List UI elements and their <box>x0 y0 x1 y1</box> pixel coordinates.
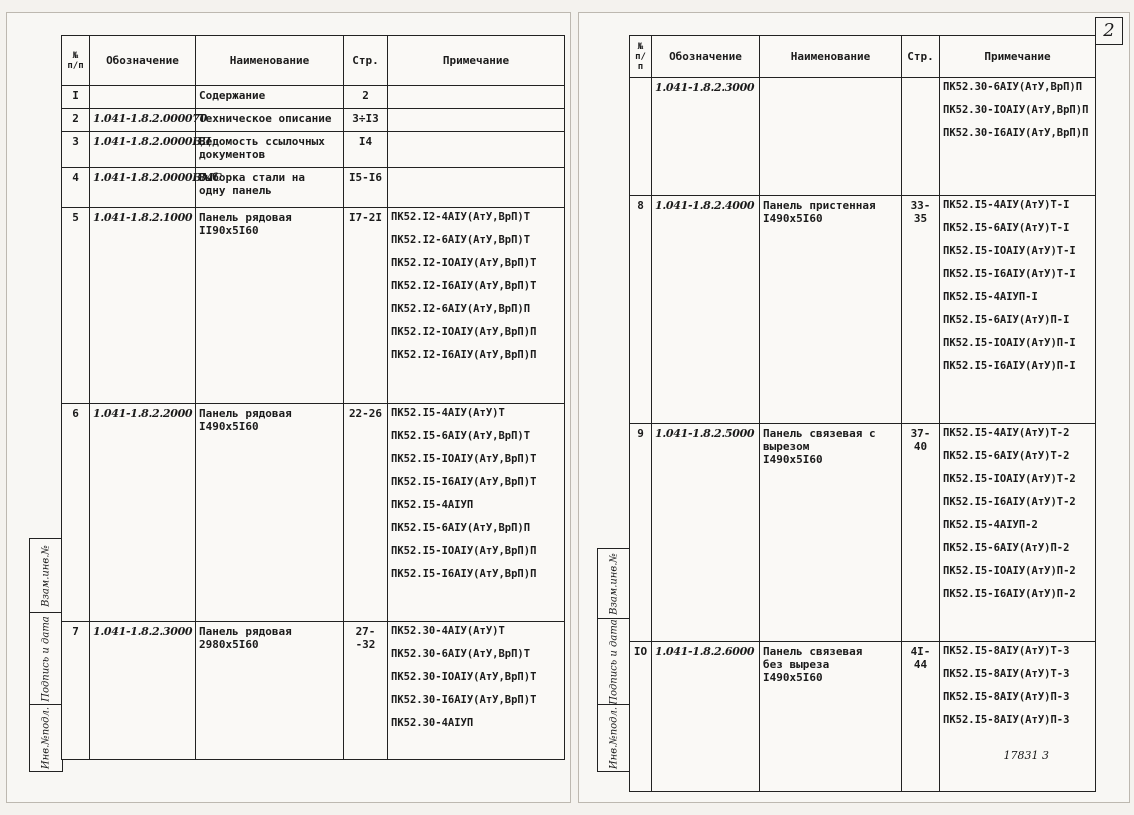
row-pages: 33-35 <box>902 196 940 424</box>
row-notes <box>388 109 565 132</box>
col-pages-header: Стр. <box>902 36 940 78</box>
note-item: ПК52.I5-4АIУП-2 <box>943 519 1038 531</box>
right-sheet <box>578 12 1130 803</box>
note-item: ПК52.I5-4АIУ(АтУ)Т-I <box>943 199 1070 211</box>
left-side-stamp <box>29 538 63 772</box>
row-notes <box>940 78 1096 196</box>
note-item: ПК52.I5-IОАIУ(АтУ)Т-I <box>943 245 1076 257</box>
row-designation: 1.041-1.8.2.3000 <box>90 622 196 760</box>
row-name: Ведомость ссылочных документов <box>196 132 344 168</box>
row-number: 3 <box>62 132 90 168</box>
row-notes <box>388 208 565 404</box>
row-pages: I4 <box>344 132 388 168</box>
row-designation: 1.041-1.8.2.000070 <box>90 109 196 132</box>
stamp-cell-replace-inv <box>598 549 630 619</box>
row-number: 5 <box>62 208 90 404</box>
note-item: ПК52.I2-I6АIУ(АтУ,ВрП)П <box>391 349 537 361</box>
col-note-header: Примечание <box>388 36 565 86</box>
stamp-label: Взам.инв.№ <box>40 544 52 607</box>
note-item: ПК52.I5-I6АIУ(АтУ)П-2 <box>943 588 1076 600</box>
stamp-cell-signature <box>598 619 630 705</box>
row-designation: 1.041-1.8.2.0000ВМС <box>90 168 196 208</box>
note-item: ПК52.30-4АIУП <box>391 717 474 729</box>
note-item: ПК52.I5-8АIУ(АтУ)Т-3 <box>943 668 1070 680</box>
note-item: ПК52.I5-4АIУП-I <box>943 291 1038 303</box>
note-item: ПК52.I5-IОАIУ(АтУ)Т-2 <box>943 473 1076 485</box>
col-pages-header: Стр. <box>344 36 388 86</box>
row-number: I <box>62 86 90 109</box>
col-num-header: № п/п <box>630 36 652 78</box>
col-designation-header: Обозначение <box>652 36 760 78</box>
note-item: ПК52.I5-I6АIУ(АтУ)Т-I <box>943 268 1076 280</box>
stamp-cell-signature <box>30 613 62 705</box>
right-side-stamp <box>597 548 631 772</box>
row-name: Панель связевая с вырезом I490x5I60 <box>760 424 902 642</box>
note-item: ПК52.I5-6АIУ(АтУ)Т-2 <box>943 450 1070 462</box>
table-row <box>630 642 1096 792</box>
table-row <box>630 78 1096 196</box>
note-item: ПК52.I5-6АIУ(АтУ)Т-I <box>943 222 1070 234</box>
contents-table-left <box>61 35 565 760</box>
table-row <box>62 109 565 132</box>
left-sheet <box>6 12 571 803</box>
row-designation: 1.041-1.8.2.3000 <box>652 78 760 196</box>
row-pages: 4I-44 <box>902 642 940 792</box>
row-number: 6 <box>62 404 90 622</box>
table-row <box>62 208 565 404</box>
contents-table-right <box>629 35 1096 792</box>
row-designation <box>90 86 196 109</box>
note-item: ПК52.30-I6АIУ(АтУ,ВрП)П <box>943 127 1089 139</box>
row-notes <box>388 168 565 208</box>
row-number: 8 <box>630 196 652 424</box>
note-item: ПК52.I5-I6АIУ(АтУ)Т-2 <box>943 496 1076 508</box>
note-item: ПК52.I5-IОАIУ(АтУ)П-I <box>943 337 1076 349</box>
header-row <box>630 36 1096 78</box>
row-name: Выборка стали на одну панель <box>196 168 344 208</box>
row-name: Панель рядовая 2980x5I60 <box>196 622 344 760</box>
note-item: ПК52.I2-IОАIУ(АтУ,ВрП)П <box>391 326 537 338</box>
note-item: ПК52.I5-4АIУ(АтУ)Т-2 <box>943 427 1070 439</box>
row-number: 2 <box>62 109 90 132</box>
row-name: Панель рядовая II90x5I60 <box>196 208 344 404</box>
row-notes <box>940 642 1096 792</box>
row-pages: 3÷I3 <box>344 109 388 132</box>
row-name <box>760 78 902 196</box>
row-designation: 1.041-1.8.2.4000 <box>652 196 760 424</box>
row-notes <box>388 86 565 109</box>
note-item: ПК52.I2-I6АIУ(АтУ,ВрП)Т <box>391 280 537 292</box>
row-designation: 1.041-1.8.2.6000 <box>652 642 760 792</box>
note-item: ПК52.I5-I6АIУ(АтУ,ВрП)Т <box>391 476 537 488</box>
note-item: ПК52.I5-6АIУ(АтУ,ВрП)Т <box>391 430 531 442</box>
note-item: ПК52.I5-8АIУ(АтУ)П-3 <box>943 714 1070 726</box>
note-item: ПК52.I5-I6АIУ(АтУ,ВрП)П <box>391 568 537 580</box>
table-row <box>62 168 565 208</box>
note-item: ПК52.I5-6АIУ(АтУ,ВрП)П <box>391 522 531 534</box>
row-number: 7 <box>62 622 90 760</box>
row-name: Панель пристенная I490x5I60 <box>760 196 902 424</box>
row-name: Содержание <box>196 86 344 109</box>
col-designation-header: Обозначение <box>90 36 196 86</box>
row-designation: 1.041-1.8.2.1000 <box>90 208 196 404</box>
note-item: ПК52.I5-4АIУ(АтУ)Т <box>391 407 505 419</box>
row-designation: 1.041-1.8.2.0000ВД <box>90 132 196 168</box>
row-name: Панель связевая без выреза I490x5I60 <box>760 642 902 792</box>
table-row <box>62 622 565 760</box>
note-item: ПК52.I5-4АIУП <box>391 499 474 511</box>
note-item: ПК52.30-I6АIУ(АтУ,ВрП)Т <box>391 694 537 706</box>
stamp-label: Подпись и дата <box>608 618 620 705</box>
row-name: Техническое описание <box>196 109 344 132</box>
row-notes <box>388 404 565 622</box>
note-item: ПК52.30-4АIУ(АтУ)Т <box>391 625 505 637</box>
note-item: ПК52.I5-IОАIУ(АтУ,ВрП)П <box>391 545 537 557</box>
row-pages <box>902 78 940 196</box>
col-name-header: Наименование <box>760 36 902 78</box>
footer-mark: 17831 3 <box>1003 749 1049 762</box>
stamp-label: Инв.№подл. <box>40 706 52 770</box>
note-item: ПК52.30-6АIУ(АтУ,ВрП)П <box>943 81 1083 93</box>
row-notes <box>388 622 565 760</box>
table-row <box>630 196 1096 424</box>
col-num-header: № п/п <box>62 36 90 86</box>
note-item: ПК52.I5-6АIУ(АтУ)П-I <box>943 314 1070 326</box>
row-number: 4 <box>62 168 90 208</box>
row-name: Панель рядовая I490x5I60 <box>196 404 344 622</box>
table-row <box>62 86 565 109</box>
row-pages: I7-2I <box>344 208 388 404</box>
note-item: ПК52.I2-6АIУ(АтУ,ВрП)Т <box>391 234 531 246</box>
row-designation: 1.041-1.8.2.5000 <box>652 424 760 642</box>
row-notes <box>940 424 1096 642</box>
row-designation: 1.041-1.8.2.2000 <box>90 404 196 622</box>
row-pages: I5-I6 <box>344 168 388 208</box>
note-item: ПК52.I5-8АIУ(АтУ)П-3 <box>943 691 1070 703</box>
col-note-header: Примечание <box>940 36 1096 78</box>
note-item: ПК52.I2-4АIУ(АтУ,ВрП)Т <box>391 211 531 223</box>
row-number: IO <box>630 642 652 792</box>
stamp-label: Инв.№подл. <box>608 706 620 770</box>
row-number: 9 <box>630 424 652 642</box>
note-item: ПК52.I5-I6АIУ(АтУ)П-I <box>943 360 1076 372</box>
stamp-label: Взам.инв.№ <box>608 552 620 615</box>
note-item: ПК52.30-IОАIУ(АтУ,ВрП)Т <box>391 671 537 683</box>
stamp-label: Подпись и дата <box>40 615 52 702</box>
table-row <box>630 424 1096 642</box>
note-item: ПК52.I2-IОАIУ(АтУ,ВрП)Т <box>391 257 537 269</box>
header-row <box>62 36 565 86</box>
stamp-cell-original-inv <box>598 705 630 771</box>
note-item: ПК52.I5-6АIУ(АтУ)П-2 <box>943 542 1070 554</box>
note-item: ПК52.I5-IОАIУ(АтУ)П-2 <box>943 565 1076 577</box>
table-row <box>62 132 565 168</box>
stamp-cell-replace-inv <box>30 539 62 613</box>
note-item: ПК52.I5-IОАIУ(АтУ,ВрП)Т <box>391 453 537 465</box>
note-item: ПК52.I2-6АIУ(АтУ,ВрП)П <box>391 303 531 315</box>
row-pages: 37-40 <box>902 424 940 642</box>
row-notes <box>940 196 1096 424</box>
row-notes <box>388 132 565 168</box>
row-pages: 2 <box>344 86 388 109</box>
table-row <box>62 404 565 622</box>
row-number <box>630 78 652 196</box>
stamp-cell-original-inv <box>30 705 62 771</box>
col-name-header: Наименование <box>196 36 344 86</box>
note-item: ПК52.30-IОАIУ(АтУ,ВрП)П <box>943 104 1089 116</box>
row-pages: 22-26 <box>344 404 388 622</box>
note-item: ПК52.30-6АIУ(АтУ,ВрП)Т <box>391 648 531 660</box>
note-item: ПК52.I5-8АIУ(АтУ)Т-3 <box>943 645 1070 657</box>
row-pages: 27- -32 <box>344 622 388 760</box>
page-number: 2 <box>1095 17 1123 45</box>
